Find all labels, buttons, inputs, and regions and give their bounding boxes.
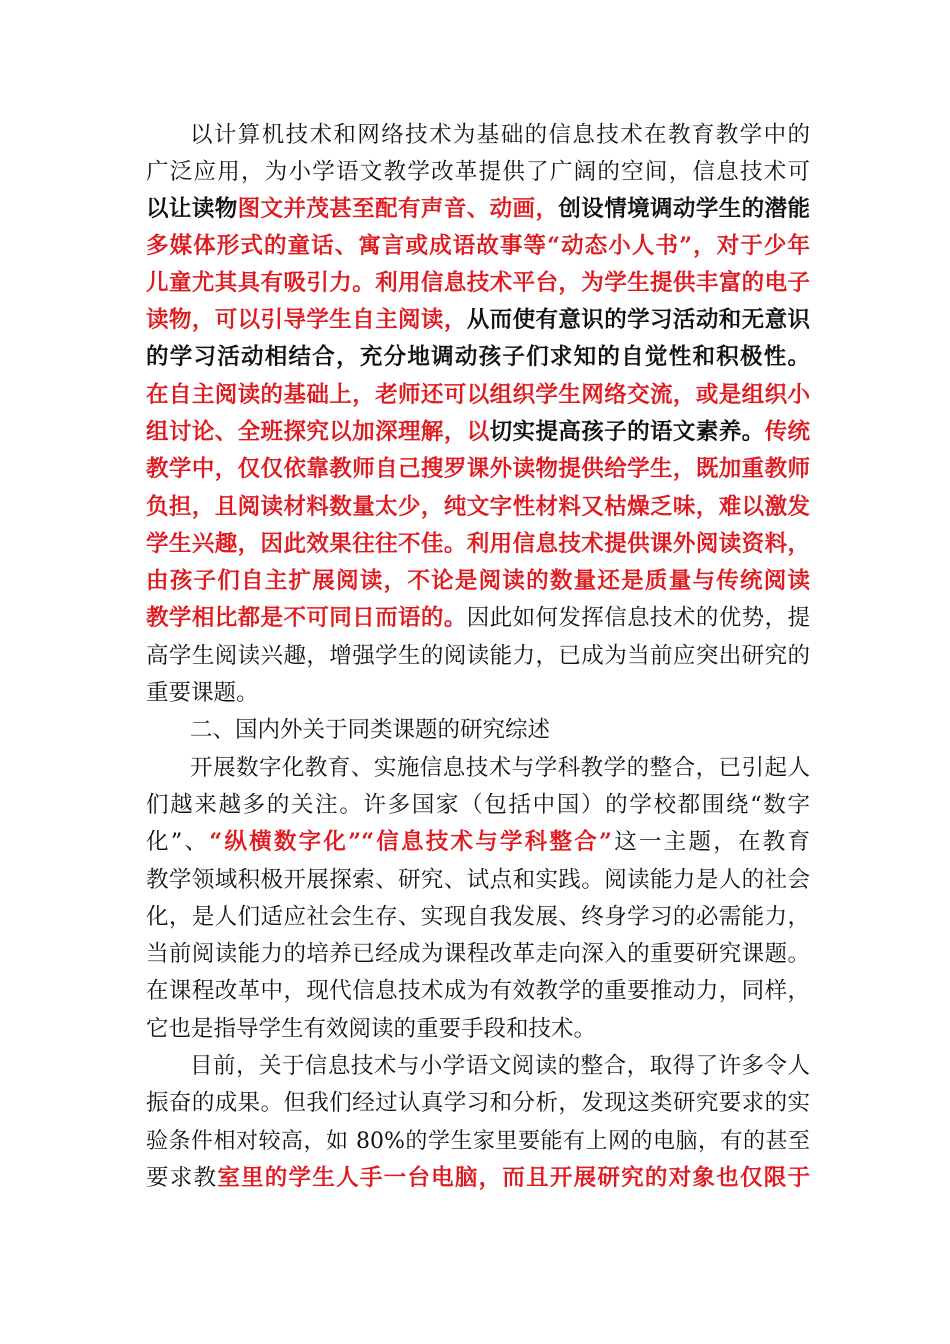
paragraph-1-line-2 <box>146 154 810 191</box>
highlighted-text-run: 儿童尤其具有吸引力。利用信息技术平台，为学生提供丰富的电子 <box>146 270 810 296</box>
paragraph-1-line-7 <box>146 339 810 376</box>
highlighted-text-run: “纵横数字化”“信息技术与学科整合” <box>209 829 612 855</box>
text-run: 目前，关于信息技术与小学语文阅读的整合，取得了许多令人 <box>190 1053 810 1079</box>
highlighted-text-run: 负担，且阅读材料数量太少，纯文字性材料又枯燥乏味，难以激发 <box>146 494 810 520</box>
section-heading <box>190 712 810 749</box>
text-run: 切实提高孩子的语文素养。 <box>489 419 765 445</box>
paragraph-1-line-1 <box>190 117 810 154</box>
text-run: 创设情境调动学生的潜能 <box>558 196 810 222</box>
highlighted-text-run: 学生兴趣，因此效果往往不佳。利用信息技术提供课外阅读资料， <box>146 531 810 557</box>
text-run: 高学生阅读兴趣，增强学生的阅读能力，已成为当前应突出研究的 <box>146 643 810 669</box>
paragraph-3-line-1 <box>190 1048 810 1085</box>
highlighted-text-run: 教学相比都是不可同日而语的。 <box>146 605 467 631</box>
paragraph-3-line-3 <box>146 1123 810 1160</box>
text-run: 当前阅读能力的培养已经成为课程改革走向深入的重要研究课题。 <box>146 941 810 967</box>
paragraph-1-line-14 <box>146 600 810 637</box>
paragraph-1-line-9 <box>146 414 810 451</box>
text-run: 开展数字化教育、实施信息技术与学科教学的整合，已引起人 <box>190 755 810 781</box>
text-run: 重要课题。 <box>146 680 259 706</box>
text-run: 它也是指导学生有效阅读的重要手段和技术。 <box>146 1016 597 1042</box>
text-run: 从而使有意识的学习活动和无意识 <box>466 307 810 333</box>
highlighted-text-run: 图文并茂甚至配有声音、动画， <box>237 196 559 222</box>
text-run: 这一主题，在教育 <box>611 829 810 855</box>
text-run: 化”、 <box>146 829 210 855</box>
highlighted-text-run: 室里的学生人手一台电脑，而且开展研究的对象也仅限于 <box>217 1165 810 1191</box>
text-run: 要求教 <box>146 1165 218 1191</box>
paragraph-1-line-5 <box>146 265 810 302</box>
paragraph-2-line-1 <box>190 750 810 787</box>
paragraph-2-line-7 <box>146 973 810 1010</box>
paragraph-1-line-8 <box>146 377 810 414</box>
text-run: 振奋的成果。但我们经过认真学习和分析，发现这类研究要求的实 <box>146 1090 810 1116</box>
paragraph-2-line-2 <box>146 787 810 824</box>
paragraph-1-line-16 <box>146 675 810 712</box>
text-run: 教学领域积极开展探索、研究、试点和实践。阅读能力是人的社会 <box>146 867 810 893</box>
paragraph-2-line-3 <box>146 824 810 861</box>
highlighted-text-run: 多媒体形式的童话、寓言或成语故事等“动态小人书”，对于少年 <box>146 233 810 259</box>
text-run: 验条件相对较高，如 80%的学生家里要能有上网的电脑，有的甚至 <box>146 1129 810 1154</box>
paragraph-1-line-10 <box>146 451 810 488</box>
paragraph-1-line-4 <box>146 228 810 265</box>
text-run: 化，是人们适应社会生存、实现自我发展、终身学习的必需能力， <box>146 904 810 930</box>
highlighted-text-run: 在自主阅读的基础上，老师还可以组织学生网络交流，或是组织小 <box>146 382 810 408</box>
highlighted-text-run: 读物，可以引导学生自主阅读， <box>146 307 467 333</box>
paragraph-1-line-12 <box>146 526 810 563</box>
paragraph-1-line-11 <box>146 489 810 526</box>
highlighted-text-run: 教学中，仅仅依靠教师自己搜罗课外读物提供给学生，既加重教师 <box>146 456 810 482</box>
paragraph-2-line-4 <box>146 862 810 899</box>
paragraph-1-line-15 <box>146 638 810 675</box>
paragraph-2-line-6 <box>146 936 810 973</box>
text-run: 广泛应用，为小学语文教学改革提供了广阔的空间，信息技术可 <box>146 159 810 185</box>
paragraph-2-line-5 <box>146 899 810 936</box>
highlighted-text-run: 由孩子们自主扩展阅读，不论是阅读的数量还是质量与传统阅读 <box>146 568 810 594</box>
paragraph-1-line-13 <box>146 563 810 600</box>
text-run: 因此如何发挥信息技术的优势，提 <box>466 605 810 631</box>
text-run: 在课程改革中，现代信息技术成为有效教学的重要推动力，同样， <box>146 978 810 1004</box>
text-run: 以计算机技术和网络技术为基础的信息技术在教育教学中的 <box>190 122 810 148</box>
paragraph-3-line-4 <box>146 1160 810 1197</box>
text-run: 以让读物 <box>146 196 238 222</box>
text-run: 们越来越多的关注。许多国家（包括中国）的学校都围绕“数字 <box>146 792 810 818</box>
paragraph-3-line-2 <box>146 1085 810 1122</box>
highlighted-text-run: 组讨论、全班探究以加深理解，以 <box>146 419 490 445</box>
paragraph-2-line-8 <box>146 1011 810 1048</box>
paragraph-1-line-6 <box>146 302 810 339</box>
highlighted-text-run: 传统 <box>764 419 810 445</box>
text-run: 二、国内外关于同类课题的研究综述 <box>190 717 551 743</box>
text-run: 的学习活动相结合，充分地调动孩子们求知的自觉性和积极性。 <box>146 344 810 370</box>
paragraph-1-line-3 <box>146 191 810 228</box>
